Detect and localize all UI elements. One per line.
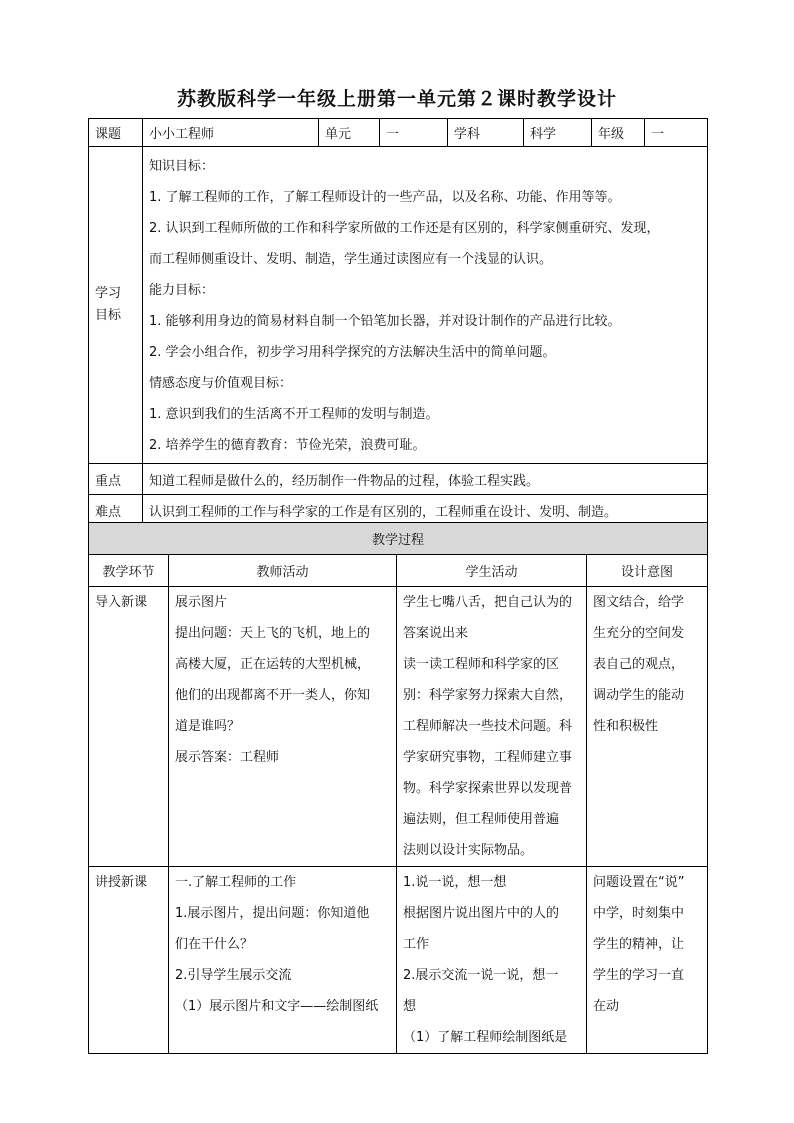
teacher-line: 们在干什么？	[175, 937, 254, 952]
key-point-text: 知道工程师是做什么的，经历制作一件物品的过程，体验工程实践。	[143, 464, 708, 495]
column-header: 教师活动	[169, 555, 397, 587]
key-point-label: 重点	[89, 464, 143, 495]
intent-line: 性和积极性	[593, 719, 659, 734]
grade-value: 一	[645, 119, 708, 147]
student-activity-cell	[397, 867, 587, 1054]
teacher-line: 展示答案：工程师	[175, 750, 280, 765]
objective-line: 1. 了解工程师的工作，了解工程师设计的一些产品，以及名称、功能、作用等等。	[149, 190, 621, 205]
student-line: 工作	[403, 937, 430, 952]
objective-line: 2. 认识到工程师所做的工作和科学家所做的工作还是有区别的，科学家侧重研究、发现，	[149, 221, 660, 236]
student-line: 物。科学家探索世界以发现普	[403, 781, 573, 796]
intent-line: 学生的精神，让	[593, 937, 685, 952]
student-line: 学家研究事物，工程师建立事	[403, 750, 573, 765]
student-line: 读一读工程师和科学家的区	[403, 657, 560, 672]
column-header: 设计意图	[587, 555, 708, 587]
teacher-activity-cell	[169, 587, 397, 867]
difficulty-label: 难点	[89, 495, 143, 526]
column-header: 学生活动	[397, 555, 587, 587]
document-title: 苏教版科学一年级上册第一单元第２课时教学设计	[176, 88, 617, 110]
unit-value: 一	[380, 119, 448, 147]
objective-line: 情感态度与价值观目标：	[149, 376, 293, 391]
stage-cell	[89, 867, 169, 1054]
teaching-process-table	[88, 522, 708, 1054]
design-intent-cell	[587, 867, 708, 1054]
teacher-line: 提出问题：天上飞的飞机，地上的	[175, 626, 371, 641]
intent-line: 学生的学习一直	[593, 968, 685, 983]
objective-line: 2. 培养学生的德育教育：节俭光荣，浪费可耻。	[149, 438, 426, 453]
grade-label: 年级	[592, 119, 645, 147]
objective-line: 2. 学会小组合作，初步学习用科学探究的方法解决生活中的简单问题。	[149, 345, 556, 360]
student-line: 1.说一说，想一想	[403, 875, 507, 890]
teacher-line: 他们的出现都离不开一类人，你知	[175, 688, 371, 703]
objectives-label: 学习 目标	[89, 147, 143, 464]
objective-line: 知识目标：	[149, 159, 215, 174]
process-banner: 教学过程	[89, 523, 708, 555]
student-line: 根据图片说出图片中的人的	[403, 906, 560, 921]
objective-line: 能力目标：	[149, 283, 215, 298]
teacher-line: （1）展示图片和文字——绘制图纸	[175, 999, 379, 1014]
objective-line: 而工程师侧重设计、发明、制造，学生通过读图应有一个浅显的认识。	[149, 252, 553, 267]
key-point-row	[89, 464, 708, 495]
process-row-intro	[89, 587, 708, 867]
difficulty-row	[89, 495, 708, 526]
teacher-line: 道是谁吗？	[175, 719, 241, 734]
intent-line: 问题设置在“说”	[593, 875, 685, 890]
objectives-row	[89, 147, 708, 464]
student-line: 工程师解决一些技术问题。科	[403, 719, 573, 734]
teacher-line: 一.了解工程师的工作	[175, 875, 297, 890]
topic-label: 课题	[89, 119, 143, 147]
teacher-line: 1.展示图片，提出问题：你知道他	[175, 906, 370, 921]
objective-line: 1. 能够利用身边的简易材料自制一个铅笔加长器，并对设计制作的产品进行比较。	[149, 314, 621, 329]
lesson-info-table	[88, 118, 708, 526]
teacher-line: 高楼大厦，正在运转的大型机械，	[175, 657, 371, 672]
intent-line: 调动学生的能动	[593, 688, 685, 703]
objective-line: 1. 意识到我们的生活离不开工程师的发明与制造。	[149, 407, 439, 422]
intent-line: 生充分的空间发	[593, 626, 685, 641]
student-line: 别：科学家努力探索大自然，	[403, 688, 573, 703]
student-line: 想	[403, 999, 417, 1014]
teacher-line: 展示图片	[175, 595, 228, 610]
intent-line: 在动	[593, 999, 620, 1014]
subject-value: 科学	[524, 119, 592, 147]
student-line: 学生七嘴八舌，把自己认为的	[403, 595, 573, 610]
student-line: 遍法则，但工程师使用普遍	[403, 812, 560, 827]
teacher-activity-cell	[169, 867, 397, 1054]
design-intent-cell	[587, 587, 708, 867]
difficulty-text: 认识到工程师的工作与科学家的工作是有区别的，工程师重在设计、发明、制造。	[143, 495, 708, 526]
teacher-line: 2.引导学生展示交流	[175, 968, 292, 983]
topic-value: 小小工程师	[143, 119, 319, 147]
subject-label: 学科	[448, 119, 524, 147]
student-line: （1）了解工程师绘制图纸是	[403, 1030, 568, 1045]
objectives-content	[143, 147, 708, 464]
stage-label: 导入新课	[95, 595, 148, 610]
student-line: 法则以设计实际物品。	[403, 843, 534, 858]
stage-label: 讲授新课	[95, 875, 148, 890]
process-header-row	[89, 555, 708, 587]
unit-label: 单元	[319, 119, 380, 147]
intent-line: 表自己的观点，	[593, 657, 685, 672]
student-line: 2.展示交流一说一说，想一	[403, 968, 559, 983]
student-line: 答案说出来	[403, 626, 469, 641]
stage-cell	[89, 587, 169, 867]
column-header: 教学环节	[89, 555, 169, 587]
intent-line: 图文结合，给学	[593, 595, 685, 610]
info-row	[89, 119, 708, 147]
process-row-new-lesson	[89, 867, 708, 1054]
intent-line: 中学，时刻集中	[593, 906, 685, 921]
student-activity-cell	[397, 587, 587, 867]
